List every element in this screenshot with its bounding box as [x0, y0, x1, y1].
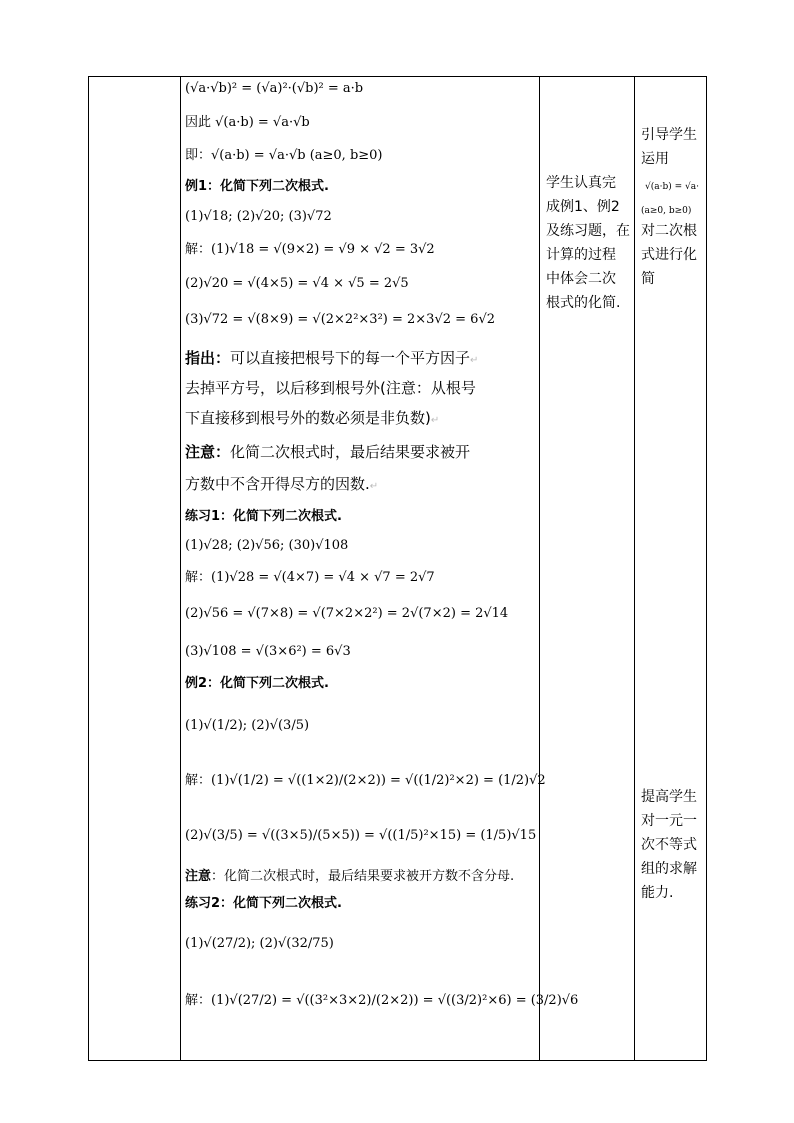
- student-activity-text: 学生认真完 成例1、例2 及练习题，在 计算的过程 中体会二次 根式的化简.: [546, 175, 630, 311]
- formula-small: √(a·b) = √a·: [645, 182, 699, 192]
- note-label: 注意：: [185, 443, 231, 461]
- lesson-table: [88, 76, 707, 1061]
- example-heading: 例1：化简下列二次根式.: [185, 179, 329, 194]
- note-line: [185, 407, 439, 432]
- formula-line: 解：(1)√28 = √(4×7) = √4 × √7 = 2√7: [185, 570, 435, 585]
- note-text: ：化简二次根式时，最后结果要求被开方数不含分母.: [211, 869, 515, 884]
- formula-condition: (a≥0, b≥0): [641, 206, 692, 216]
- note-text: 下直接移到根号外的数必须是非负数): [185, 409, 431, 427]
- formula-line: 解：(1)√(1/2) = √((1×2)/(2×2)) = √((1/2)²×2) = (1/2)√2: [185, 773, 546, 788]
- formula-line: (2)√56 = √(7×8) = √(7×2×2²) = 2√(7×2) = 2√14: [185, 606, 509, 621]
- note-line: [185, 473, 378, 498]
- column-divider: [180, 77, 181, 1060]
- note-text: 方数中不含开得尽方的因数.: [185, 475, 370, 493]
- paragraph-mark: ↵: [470, 355, 479, 366]
- teaching-content-cell: [185, 77, 579, 1060]
- formula-line: (1)√(27/2); (2)√(32/75): [185, 936, 334, 951]
- formula-line: (3)√72 = √(8×9) = √(2×2²×3²) = 2×3√2 = 6√2: [185, 312, 495, 327]
- note-line: [185, 441, 470, 463]
- formula-line: 即：√(a·b) = √a·√b (a≥0, b≥0): [185, 148, 383, 163]
- formula-line: (√a·√b)² = (√a)²·(√b)² = a·b: [185, 81, 364, 96]
- note-text: 化简二次根式时，最后结果要求被开: [230, 443, 471, 461]
- formula-line: (1)√28; (2)√56; (30)√108: [185, 538, 349, 553]
- note-label: 指出：: [185, 349, 231, 367]
- formula-line: (2)√(3/5) = √((3×5)/(5×5)) = √((1/5)²×15) = (1/5)√15: [185, 828, 537, 843]
- formula-line: (1)√18; (2)√20; (3)√72: [185, 209, 332, 224]
- note-text: 可以直接把根号下的每一个平方因子: [230, 349, 471, 367]
- column-divider: [539, 77, 540, 1060]
- formula-line: (3)√108 = √(3×6²) = 6√3: [185, 644, 351, 659]
- student-activity-cell: [544, 77, 632, 1060]
- formula-line: (2)√20 = √(4×5) = √4 × √5 = 2√5: [185, 276, 409, 291]
- exercise-heading: 练习1：化简下列二次根式.: [185, 509, 342, 524]
- exercise-heading: 练习2：化简下列二次根式.: [185, 896, 342, 911]
- note-label: 注意: [185, 869, 212, 884]
- formula-line: (1)√(1/2); (2)√(3/5): [185, 718, 310, 733]
- example-heading: 例2：化简下列二次根式.: [185, 676, 329, 691]
- design-intent-cell: [639, 77, 707, 1060]
- note-line: [185, 868, 514, 886]
- note-line: [185, 347, 478, 372]
- formula-line: 因此 √(a·b) = √a·√b: [185, 115, 310, 130]
- paragraph-mark: ↵: [430, 415, 440, 426]
- column-divider: [634, 77, 635, 1060]
- design-intent-text: 对二次根 式进行化 简: [641, 223, 697, 287]
- formula-line: 解：(1)√(27/2) = √((3²×3×2)/(2×2)) = √((3/2)²×6) = (3/2)√6: [185, 993, 579, 1008]
- paragraph-mark: ↵: [369, 481, 379, 492]
- note-line: 去掉平方号，以后移到根号外(注意：从根号: [185, 379, 476, 397]
- formula-line: 解：(1)√18 = √(9×2) = √9 × √2 = 3√2: [185, 242, 435, 257]
- design-intent-text: 引导学生 运用: [641, 127, 697, 167]
- design-intent-text: 提高学生 对一元一 次不等式 组的求解 能力.: [641, 789, 697, 901]
